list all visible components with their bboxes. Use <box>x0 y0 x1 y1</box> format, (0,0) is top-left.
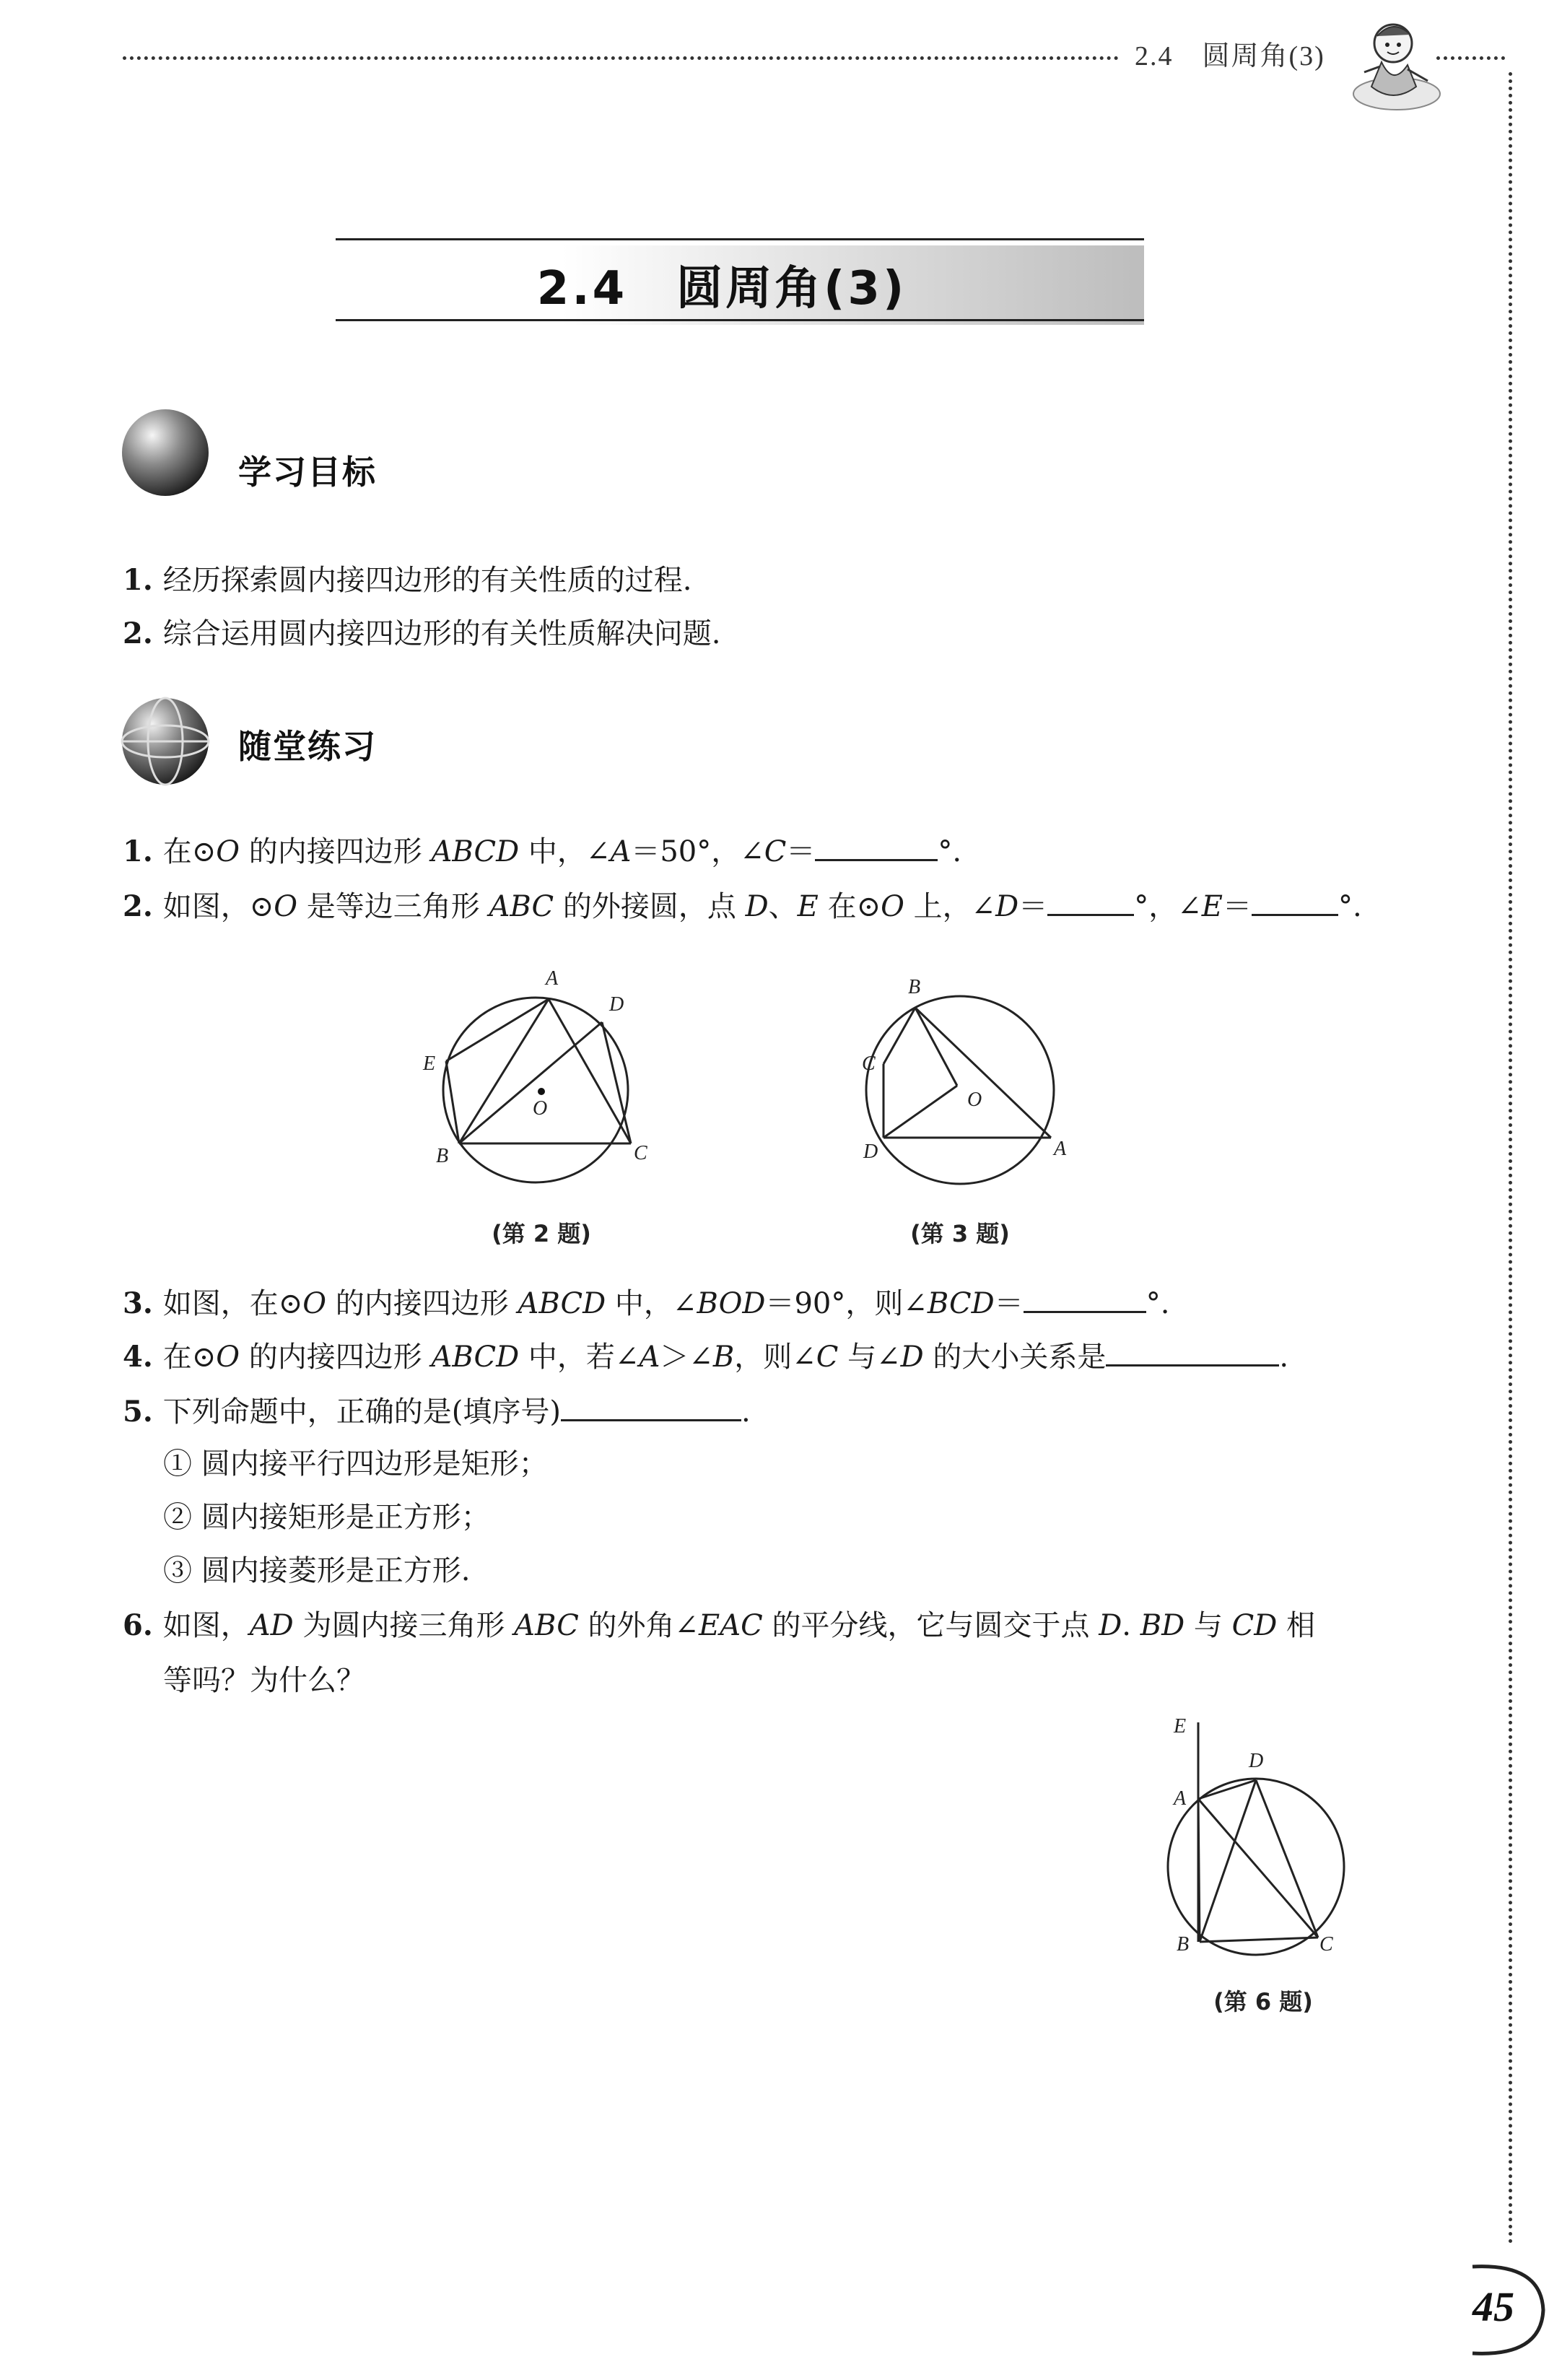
figure-6-diagram <box>1140 1711 1357 1956</box>
question-5: 5. 下列命题中，正确的是(填序号) . <box>123 1390 751 1432</box>
side-dotted-rule <box>1509 72 1512 2245</box>
figure-2-diagram <box>411 967 657 1206</box>
question-3: 3. 如图，在⊙O 的内接四边形 ABCD 中，∠BOD＝90°，则∠BCD＝ °. <box>123 1282 1169 1324</box>
answer-blank[interactable] <box>1252 885 1338 916</box>
title-top-rule <box>336 238 1144 240</box>
question-4: 4. 在⊙O 的内接四边形 ABCD 中，若∠A＞∠B，则∠C 与∠D 的大小关系是 . <box>123 1335 1288 1377</box>
option-3: ③ 圆内接菱形是正方形. <box>163 1554 471 1587</box>
globe-icon <box>118 694 212 788</box>
label-A: A <box>546 967 559 990</box>
label-D: D <box>609 993 624 1016</box>
label-E: E <box>1174 1715 1187 1738</box>
header-dotted-rule-right <box>1436 56 1505 60</box>
section-heading-goals: 学习目标 <box>238 453 377 492</box>
label-C: C <box>862 1052 876 1075</box>
label-B: B <box>436 1145 449 1167</box>
label-A: A <box>1054 1138 1067 1160</box>
figure-2-caption: (第 2 题) <box>492 1220 591 1247</box>
answer-blank[interactable] <box>1106 1335 1279 1366</box>
circle <box>866 996 1054 1184</box>
title-bottom-rule <box>336 319 1144 321</box>
label-B: B <box>908 976 921 998</box>
question-6: 6. 如图，AD 为圆内接三角形 ABC 的外角∠EAC 的平分线，它与圆交于点 D. BD 与 CD 相 <box>123 1608 1316 1642</box>
label-A: A <box>1174 1787 1187 1810</box>
label-E: E <box>423 1052 436 1075</box>
label-D: D <box>1249 1750 1264 1772</box>
question-6-line-2: 等吗？为什么？ <box>163 1664 365 1697</box>
label-D: D <box>863 1141 878 1163</box>
answer-blank[interactable] <box>1047 885 1134 916</box>
figure-6-caption: (第 6 题) <box>1213 1988 1313 2015</box>
section-heading-practice: 随堂练习 <box>238 727 377 766</box>
running-header-title: 2.4 圆周角(3) <box>1135 41 1325 71</box>
label-O: O <box>533 1097 548 1120</box>
label-C: C <box>634 1142 647 1164</box>
figure-3-caption: (第 3 题) <box>910 1220 1010 1247</box>
answer-blank[interactable] <box>561 1390 741 1421</box>
answer-blank[interactable] <box>815 830 938 861</box>
label-O: O <box>967 1089 982 1111</box>
label-C: C <box>1319 1933 1333 1956</box>
option-1: ① 圆内接平行四边形是矩形； <box>163 1447 548 1481</box>
page-number: 45 <box>1472 2283 1514 2330</box>
page-title: 2.4 圆周角(3) <box>536 262 907 315</box>
goal-item: 2. 综合运用圆内接四边形的有关性质解决问题. <box>123 616 721 650</box>
mascot-icon <box>1335 14 1444 115</box>
question-1: 1. 在⊙O 的内接四边形 ABCD 中，∠A＝50°，∠C＝ °. <box>123 830 961 872</box>
sphere-icon <box>118 406 212 500</box>
option-2: ② 圆内接矩形是正方形； <box>163 1501 490 1534</box>
figure-3-diagram <box>837 967 1083 1206</box>
header-dotted-rule <box>123 56 1119 60</box>
label-B: B <box>1177 1933 1190 1956</box>
goal-item: 1. 经历探索圆内接四边形的有关性质的过程. <box>123 563 692 597</box>
answer-blank[interactable] <box>1024 1282 1146 1313</box>
question-2: 2. 如图，⊙O 是等边三角形 ABC 的外接圆，点 D、E 在⊙O 上，∠D＝ °，∠E＝ °. <box>123 885 1362 927</box>
